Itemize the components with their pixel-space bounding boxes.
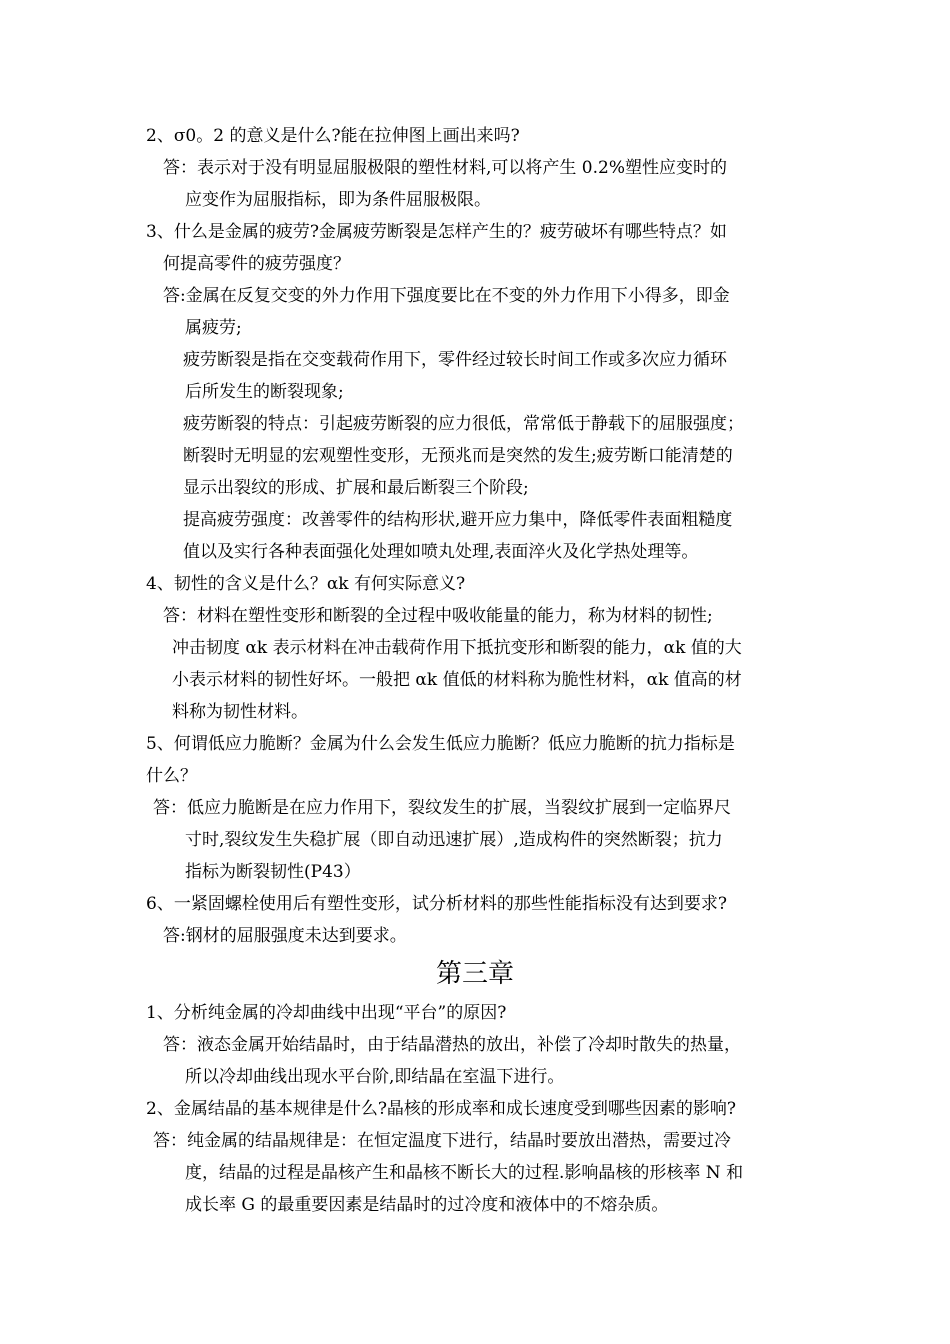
chapter-title: 第三章 bbox=[435, 959, 514, 989]
ch3-answer-1-cont: 所以冷却曲线出现水平台阶,即结晶在室温下进行。 bbox=[185, 1067, 565, 1087]
answer-4-p2-cont1: 小表示材料的韧性好坏。一般把 αk 值低的材料称为脆性材料，αk 值高的材 bbox=[172, 670, 742, 690]
ch3-question-2: 2、金属结晶的基本规律是什么?晶核的形成率和成长速度受到哪些因素的影响? bbox=[146, 1099, 737, 1119]
answer-3-p3: 疲劳断裂的特点：引起疲劳断裂的应力很低，常常低于静载下的屈服强度； bbox=[183, 414, 744, 434]
answer-3-p4: 提高疲劳强度：改善零件的结构形状,避开应力集中，降低零件表面粗糙度 bbox=[183, 510, 733, 530]
question-2: 2、σ0。2 的意义是什么?能在拉伸图上画出来吗? bbox=[146, 126, 520, 146]
question-5-cont: 什么？ bbox=[146, 766, 197, 786]
ch3-answer-1: 答：液态金属开始结晶时，由于结晶潜热的放出，补偿了冷却时散失的热量， bbox=[163, 1035, 741, 1055]
ch3-answer-2: 答：纯金属的结晶规律是：在恒定温度下进行，结晶时要放出潜热，需要过冷 bbox=[153, 1131, 731, 1151]
answer-2-cont: 应变作为屈服指标，即为条件屈服极限。 bbox=[185, 190, 491, 210]
ch3-answer-2-cont2: 成长率 G 的最重要因素是结晶时的过冷度和液体中的不熔杂质。 bbox=[185, 1195, 669, 1215]
answer-3-cont: 属疲劳; bbox=[185, 318, 242, 338]
answer-3: 答:金属在反复交变的外力作用下强度要比在不变的外力作用下小得多，即金 bbox=[163, 286, 730, 306]
question-3-cont: 何提高零件的疲劳强度？ bbox=[163, 254, 350, 274]
question-4: 4、韧性的含义是什么？αk 有何实际意义? bbox=[146, 574, 466, 594]
answer-4-p2-cont2: 料称为韧性材料。 bbox=[172, 702, 308, 722]
answer-4-p2: 冲击韧度 αk 表示材料在冲击载荷作用下抵抗变形和断裂的能力，αk 值的大 bbox=[172, 638, 742, 658]
answer-3-p2: 疲劳断裂是指在交变载荷作用下，零件经过较长时间工作或多次应力循环 bbox=[183, 350, 727, 370]
answer-3-p3-cont2: 显示出裂纹的形成、扩展和最后断裂三个阶段; bbox=[183, 478, 529, 498]
ch3-question-1: 1、分析纯金属的冷却曲线中出现“平台”的原因? bbox=[146, 1003, 507, 1023]
answer-3-p4-cont: 值以及实行各种表面强化处理如喷丸处理,表面淬火及化学热处理等。 bbox=[183, 542, 699, 562]
question-6: 6、一紧固螺栓使用后有塑性变形，试分析材料的那些性能指标没有达到要求? bbox=[146, 894, 727, 914]
question-5: 5、何谓低应力脆断？金属为什么会发生低应力脆断？低应力脆断的抗力指标是 bbox=[146, 734, 735, 754]
answer-4: 答：材料在塑性变形和断裂的全过程中吸收能量的能力，称为材料的韧性; bbox=[163, 606, 713, 626]
answer-3-p3-cont1: 断裂时无明显的宏观塑性变形，无预兆而是突然的发生;疲劳断口能清楚的 bbox=[183, 446, 733, 466]
ch3-answer-2-cont1: 度，结晶的过程是晶核产生和晶核不断长大的过程.影响晶核的形核率 N 和 bbox=[185, 1163, 744, 1183]
answer-5-cont2: 指标为断裂韧性(P43） bbox=[185, 862, 361, 882]
answer-6: 答:钢材的屈服强度未达到要求。 bbox=[163, 926, 407, 946]
answer-5: 答：低应力脆断是在应力作用下，裂纹发生的扩展，当裂纹扩展到一定临界尺 bbox=[153, 798, 731, 818]
question-3: 3、什么是金属的疲劳?金属疲劳断裂是怎样产生的？疲劳破坏有哪些特点？如 bbox=[146, 222, 727, 242]
answer-5-cont1: 寸时,裂纹发生失稳扩展（即自动迅速扩展）,造成构件的突然断裂；抗力 bbox=[185, 830, 723, 850]
answer-3-p2-cont: 后所发生的断裂现象; bbox=[185, 382, 344, 402]
answer-2: 答：表示对于没有明显屈服极限的塑性材料,可以将产生 0.2%塑性应变时的 bbox=[163, 158, 727, 178]
